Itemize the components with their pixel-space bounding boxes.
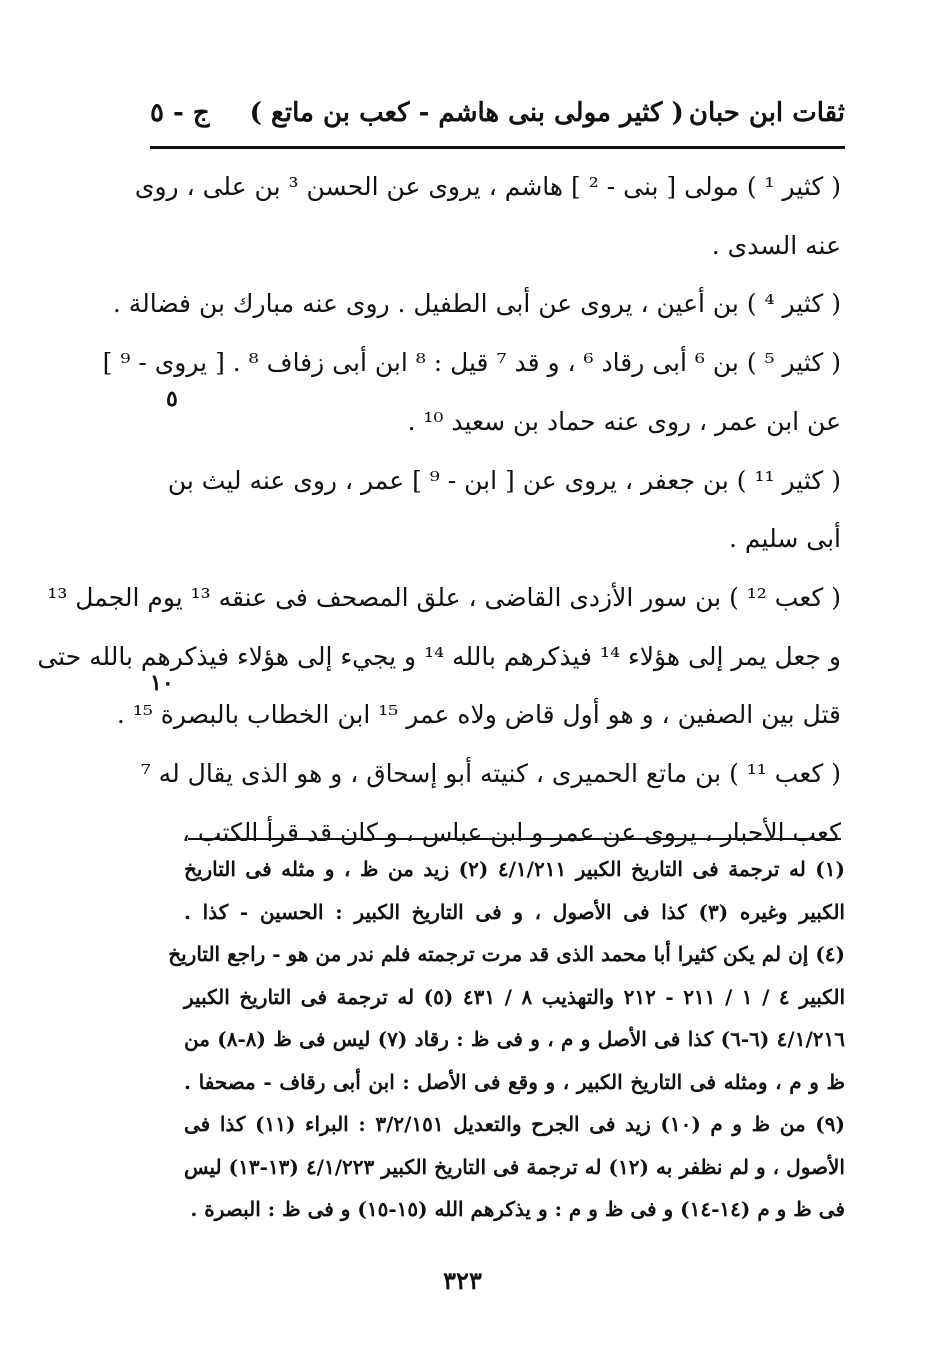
text-line: و جعل يمر إلى هؤلاء ¹⁴ فيذكرهم بالله ¹⁴ و يجيء إلى هؤلاء فيذكرهم بالله حتى [37, 641, 841, 671]
footnote-line: الأصول ، و لم نظفر به (١٢) له ترجمة فى التاريخ الكبير ٤/١/٢٢٣ (١٣-١٣) ليس [184, 1154, 845, 1179]
footnote-line: فى ظ و م (١٤-١٤) و فى ظ و م : و يذكرهم الله (١٥-١٥) و فى ظ : البصرة . [190, 1197, 845, 1221]
footnote-line: (١) له ترجمة فى التاريخ الكبير ٤/١/٢١١ (٢) زيد من ظ ، و مثله فى التاريخ [184, 857, 845, 881]
section-title: ( كثير مولى بنى هاشم - كعب بن ماتع ) [249, 98, 684, 128]
text-line: ( كعب ¹² ) بن سور الأزدى القاضى ، علق المصحف فى عنقه ¹³ يوم الجمل ¹³ [47, 582, 841, 612]
footnote-line: ظ و م ، ومثله فى التاريخ الكبير ، و وقع فى الأصل : ابن أبى رقاف - مصحفا . [184, 1069, 845, 1094]
volume-label: ج - ٥ [150, 98, 210, 128]
footnote-rule [188, 838, 841, 840]
footnote-line: الكبير ٤ / ١ / ٢١١ - ٢١٢ والتهذيب ٨ / ٤٣١ (٥) له ترجمة فى التاريخ الكبير [184, 984, 846, 1009]
line-number-10: ١٠ [150, 670, 174, 696]
text-line: ( كثير ⁴ ) بن أعين ، يروى عن أبى الطفيل . روى عنه مبارك بن فضالة . [112, 289, 841, 319]
book-title: ثقات ابن حبان [688, 98, 845, 128]
text-line: ( كثير ¹ ) مولى [ بنى - ² ] هاشم ، يروى عن الحسن ³ بن على ، روى [134, 172, 841, 201]
text-line: ( كثير ¹¹ ) بن جعفر ، يروى عن [ ابن - ⁹ ] عمر ، روى عنه ليث بن [167, 465, 841, 495]
footnote-line: (٩) من ظ و م (١٠) زيد فى الجرح والتعديل ٣/٢/١٥١ : البراء (١١) كذا فى [184, 1112, 845, 1136]
running-header [150, 88, 845, 138]
text-line: عن ابن عمر ، روى عنه حماد بن سعيد ¹⁰ . [407, 406, 841, 436]
text-line: ( كعب ¹¹ ) بن ماتع الحميرى ، كنيته أبو إسحاق ، و هو الذى يقال له ⁷ [140, 759, 841, 789]
page-number: ٣٢٣ [443, 1266, 482, 1295]
text-line: كعب الأحبار ، يروى عن عمر و ابن عباس ، و كان قد قرأ الكتب ، [181, 817, 841, 847]
header-rule [150, 146, 845, 149]
footnotes [168, 848, 846, 1231]
text-line: عنه السدى . [711, 230, 841, 260]
footnote-line: ٤/١/٢١٦ (٦-٦) كذا فى الأصل و م ، و فى ظ : رقاد (٧) ليس فى ظ (٨-٨) من [184, 1027, 845, 1051]
text-line: أبى سليم . [729, 524, 841, 554]
footnote-line: (٤) إن لم يكن كثيرا أبا محمد الذى قد مرت ترجمته فلم ندر من هو - راجع التاريخ [168, 942, 845, 966]
text-line: ( كثير ⁵ ) بن ⁶ أبى رقاد ⁶ ، و قد ⁷ قيل : ⁸ ابن أبى زفاف ⁸ . [ يروى - ⁹ ] [102, 348, 841, 378]
text-line: قتل بين الصفين ، و هو أول قاض ولاه عمر ¹⁵ ابن الخطاب بالبصرة ¹⁵ . [116, 700, 841, 730]
footnote-line: الكبير وغيره (٣) كذا فى الأصول ، و فى التاريخ الكبير : الحسين - كذا . [184, 899, 845, 924]
line-number-5: ٥ [166, 386, 178, 412]
